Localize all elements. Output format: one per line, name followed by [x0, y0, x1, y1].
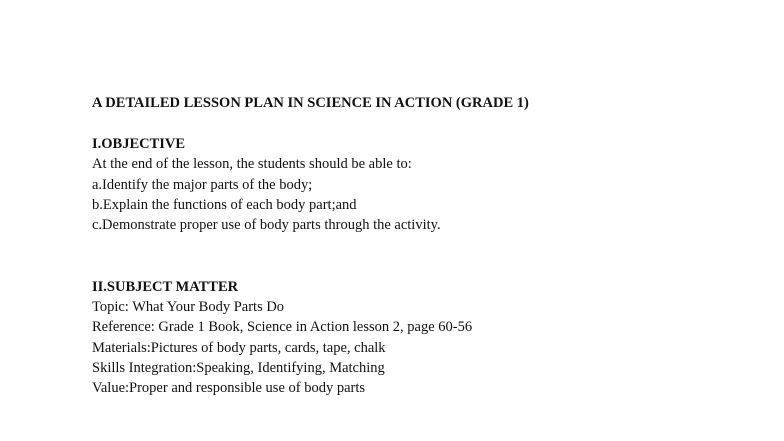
- objective-intro: At the end of the lesson, the students should be able to:: [92, 156, 412, 173]
- objective-item: c.Demonstrate proper use of body parts through the activity.: [92, 217, 441, 234]
- objective-item: b.Explain the functions of each body part;and: [92, 196, 357, 213]
- subject-matter-value: Value:Proper and responsible use of body parts: [92, 380, 366, 397]
- subject-matter-topic: Topic: What Your Body Parts Do: [92, 298, 285, 315]
- document-page: [92, 93, 752, 399]
- subject-matter-materials: Materials:Pictures of body parts, cards, tape, chalk: [92, 339, 386, 356]
- subject-matter-heading: II.SUBJECT MATTER: [92, 278, 239, 295]
- spacer: [92, 113, 752, 133]
- objective-item: a.Identify the major parts of the body;: [92, 176, 313, 193]
- spacer: [92, 236, 752, 277]
- subject-matter-skills: Skills Integration:Speaking, Identifying, Matching: [92, 360, 385, 377]
- document-title: A DETAILED LESSON PLAN IN SCIENCE IN ACTION (GRADE 1): [92, 95, 529, 111]
- subject-matter-reference: Reference: Grade 1 Book, Science in Action lesson 2, page 60-56: [92, 319, 473, 336]
- objective-heading: I.OBJECTIVE: [92, 135, 186, 152]
